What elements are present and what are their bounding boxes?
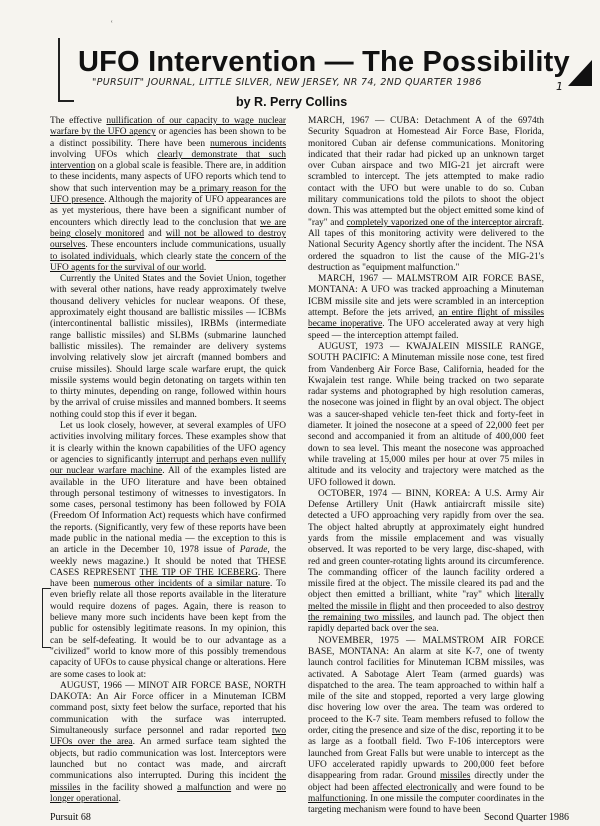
text-run: involving UFOs which — [50, 149, 158, 160]
paragraph — [308, 116, 544, 274]
underlined-text: we are being closely monitored — [50, 217, 286, 239]
text-run: or agencies has been shown to be a distinct possibility. There have been — [50, 127, 287, 149]
text-run: . An armed surface team sighted the objects, but radio communication was lost. Interceptors were launched but no contact was made, and aircraft communications also interrupted. During this incident — [50, 737, 286, 782]
underlined-text: the concern of the UFO agents for the survival of our world — [50, 251, 286, 273]
paragraph — [308, 489, 544, 636]
text-run: on a global scale is feasible. There are, in addition to these incidents, many aspects of UFO reports which tend to show that such intervention may be — [50, 161, 286, 194]
underlined-text: THE TIP OF THE ICEBERG — [139, 567, 258, 578]
text-run: Currently the United States and the Soviet Union, together with several other nations, have ready approximately twelve thousand delivery vehicles for nuclear weapons. Of these, approximately eight thousand are ballistic missiles — ICBMs (intercontinental ballistic missiles), IRBMs (intermediate range ballistic missiles) and SLBMs (submarine launched ballistic missiles). The remainder are delivery systems involving relatively slow jet aircraft (manned bombers and cruise missiles). Should large scale warfare erupt, the quick missile systems would begin detonating on targets within ten to thirty minutes, depending on range, followed within hours by the arrival of cruise missiles and manned bombers. It seems nothing could stop this if ever it began. — [50, 274, 286, 420]
text-run: The effective — [50, 116, 107, 126]
text-run: AUGUST, 1966 — MINOT AIR FORCE BASE, NORTH DAKOTA: An Air Force officer in a Minuteman ICBM command post, sixty feet below the surface, reported that his communication with the surface was interrupted. Simultaneously surface personnel and radar reported — [50, 680, 286, 737]
text-run: , the weekly news magazine.) It should be noted that THESE CASES REPRESENT — [50, 545, 286, 578]
byline: by R. Perry Collins — [236, 95, 348, 109]
footer-left: Pursuit 68 — [50, 812, 91, 823]
paragraph — [308, 636, 544, 817]
right-column — [308, 116, 545, 816]
text-run: . In one missile the computer coordinates in the targeting mechanism were found to have been — [308, 793, 544, 816]
handwritten-source-note: "PURSUIT" JOURNAL, LITTLE SILVER, NEW JERSEY, NR 74, 2ND QUARTER 1986 — [92, 77, 482, 88]
text-run: Let us look closely, however, at several examples of UFO activities involving military forces. These examples show that it is clearly within the known capabilities of the UFO agency or agencies to significantly — [50, 421, 286, 465]
underlined-text: malfunctioning — [308, 793, 366, 804]
paragraph — [50, 116, 286, 274]
text-run: . — [203, 262, 207, 273]
paragraph — [50, 681, 286, 805]
underlined-text: affected electronically — [372, 782, 457, 793]
text-run: AUGUST, 1973 — KWAJALEIN MISSILE RANGE, SOUTH PACIFIC: A Minuteman missile nose cone, test fired from Vandenberg Air Force Base, California, headed for the Kwajalein test range. While being tracked on two separate radar systems and photographed by high resolution cameras, the nosecone was joined in flight by an oval object. The object was a saucer-shaped vehicle ten-feet thick and forty-feet in diameter. It joined the nosecone at a speed of 22,000 feet per second and accompanied it from an altitude of 400,000 feet down to sea level. This meant the nosecone was approached while traveling at 15,000 miles per hour at over 75 miles in altitude and its velocity and trajectory were matched as the UFO followed it down. — [308, 341, 544, 488]
scan-mark: ʿ — [110, 20, 114, 31]
text-run: NOVEMBER, 1975 — MALMSTROM AIR FORCE BASE, MONTANA: An alarm at site K-7, one of twenty launch control facilities for Minuteman ICBM missiles, was activated. A Sabotage Alert Team (armed guards) was dispatched to the area. The team approached to within half a mile of the site and stopped, reported a very large glowing disc hovering low over the area. The team was ordered to proceed to the K-7 site. Team members refused to follow the order, citing the presence and size of the disc, reporting it to be as large as a football field. Two F-106 interceptors were launched from Great Falls but were unable to intercept as the UFO accelerated rapidly upwards to 200,000 feet before disappearing from radar. Ground — [308, 635, 544, 782]
paragraph — [308, 274, 544, 342]
text-run: and were found to be — [456, 782, 545, 793]
left-column — [50, 116, 286, 810]
text-run: OCTOBER, 1974 — BINN, KOREA: A U.S. Army Air Defense Artillery Unit (Hawk antiaircraft missile site) detected a UFO approaching very rapidly from over the sea. The object halted abruptly at approximately eight hundred yards from the missile emplacement and was visually observed. It was reported to be very large, disc-shaped, with red and green counter-rotating lights around its circumference. The commanding officer of the launch facility ordered a missile fired at the object. The missile cleared its pad and the object then emitted a brilliant, white "ray" which — [308, 488, 544, 601]
text-run: . To even briefly relate all those reports available in the literature would require dozens of pages. Again, there is reason to believe many more such incidents have been kept from the public for ostensibly legitimate reasons. In my opinion, this can be self-defeating. It would be to our advantage as a "civilized" world to know more of this possibly tremendous capacity of UFOs to cause physical change or alterations. Here are some cases to look at: — [50, 579, 286, 680]
text-run: , which clearly state — [134, 251, 216, 262]
underlined-text: missiles — [440, 771, 471, 782]
underlined-text: interrupt and perhaps even nullify our nuclear warfare machine — [50, 454, 286, 477]
paragraph — [50, 274, 286, 421]
text-run: . The UFO accelerated away at very high speed — the interception attempt failed. — [308, 319, 544, 341]
paragraph — [50, 421, 286, 681]
underlined-text: numerous incidents — [210, 138, 286, 149]
underlined-text: the missiles — [50, 771, 286, 793]
text-run: MARCH, 1967 — CUBA: Detachment A of the 6974th Security Squadron at Homestead Air Force Base, Florida, monitored Cuban air defense communications. Monitoring indicated that their radar had picked up an unknown target over Cuban airspace and two MIG-21 jet aircraft were scrambled to intercept. The jets attempted to make radio contact with the UFO but were unable to do so. Cuban military communications told the pilots to shoot the object down. This was attempted but the object emitted some kind of "ray" and — [308, 116, 544, 228]
underlined-text: numerous other incidents of a similar nature — [93, 579, 270, 590]
underlined-text: to isolated individuals — [50, 251, 135, 262]
text-run: . Although the majority of UFO appearances are as yet mysterious, there have been a significant number of encounters which directly lead to the conclusion that — [50, 195, 286, 228]
corner-arrow-mark — [568, 60, 592, 86]
underlined-text: clearly demonstrate that such intervention — [50, 149, 286, 172]
text-run: and then proceeded to also — [409, 601, 517, 612]
text-run: in the facility showed — [80, 782, 178, 793]
handwritten-bracket — [58, 38, 74, 102]
underlined-text: literally melted the missile in flight — [308, 590, 544, 612]
text-run: Parade — [239, 545, 268, 556]
text-run: . — [118, 793, 121, 804]
text-run: . There have been — [50, 567, 286, 590]
underlined-text: a primary reason for the UFO presence — [50, 183, 286, 206]
text-run: MARCH, 1967 — MALMSTROM AIR FORCE BASE, MONTANA: A UFO was tracked approaching a Minuteman ICBM missile site and jets were scrambled in an interception attempt. Before the jets arrived, — [308, 274, 544, 319]
underlined-text: destroy the remaining two missiles — [308, 601, 544, 624]
text-run: and — [144, 228, 166, 239]
text-run: and were — [231, 782, 277, 793]
text-run: . All of the examples listed are available in the UFO literature and have been obtained through personal testimony of witnesses to investigators. In some cases, personal testimony has been followed by FOIA (Freedom Of Information Act) requests which have confirmed the reports. (Significantly, very few of these reports have been made public in the national media — the exception to this is an article in the December 10, 1978 issue of — [50, 466, 286, 556]
text-run: . These encounters include communications, usually — [85, 240, 286, 251]
text-run: directly under the object had been — [308, 771, 544, 793]
underlined-text: two UFOs over the area — [50, 726, 286, 748]
paragraph — [308, 342, 544, 489]
handwritten-number: 1 — [556, 80, 563, 93]
underlined-text: no longer operational — [50, 782, 286, 804]
underlined-text: completely vaporized one of the interceptor aircraft — [346, 217, 542, 228]
underlined-text: a malfunction — [177, 782, 232, 793]
text-run: , and launch pad. The object then rapidly departed back over the sea. — [308, 613, 544, 635]
footer-right: Second Quarter 1986 — [484, 812, 569, 823]
text-run: . All tapes of this monitoring activity were delivered to the National Security Agency shortly after the incident. The NSA ordered the squadron to list the cause of the MIG-21's destruction as "equipment malfunction." — [308, 217, 544, 273]
article-title: UFO Intervention — The Possibility — [78, 46, 570, 78]
underlined-text: an entire flight of missiles became inoperative — [308, 308, 545, 330]
underlined-text: nullification of our capacity to wage nuclear warfare by the UFO agency — [50, 116, 286, 138]
underlined-text: will not be allowed to destroy ourselves — [50, 228, 287, 251]
